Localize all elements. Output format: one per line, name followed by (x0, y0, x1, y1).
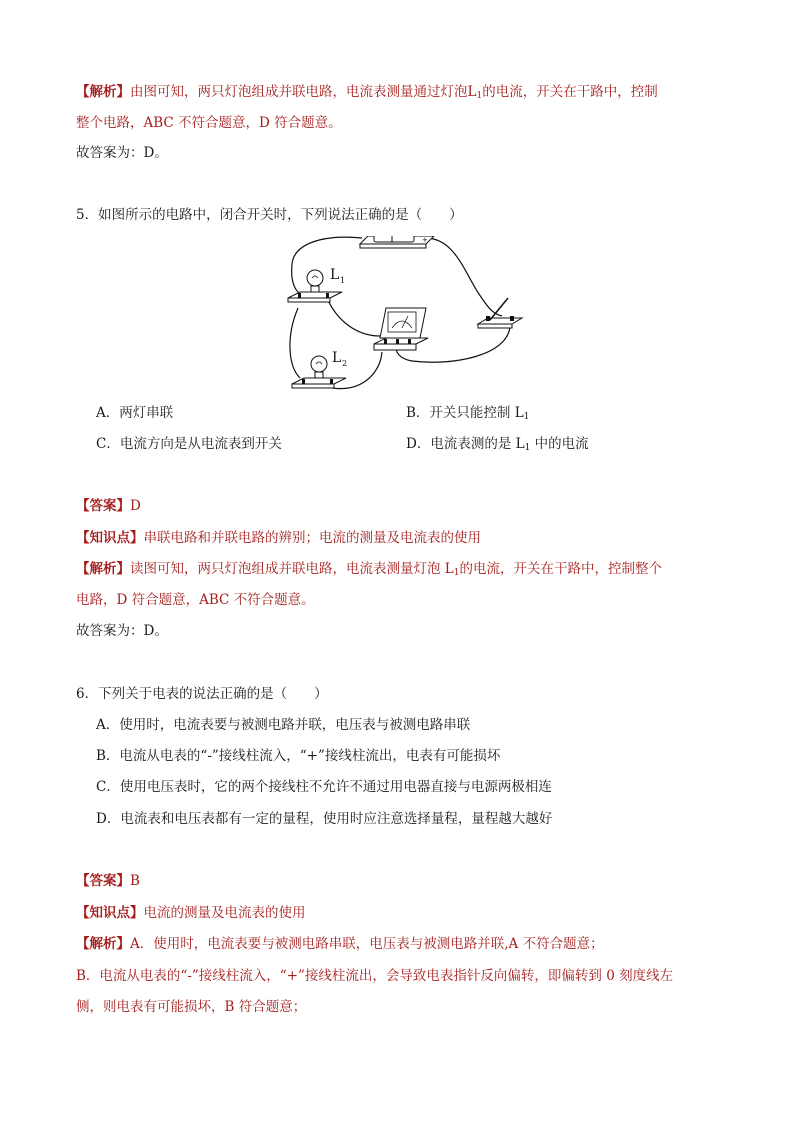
ammeter (374, 308, 428, 350)
svg-text:2: 2 (342, 359, 348, 368)
q6-explanation-line-1: 【解析】A．使用时，电流表要与被测电路串联，电压表与被测电路并联,A 不符合题意； (76, 936, 604, 952)
q5-explanation-line-2: 电路，D 符合题意，ABC 不符合题意。 (76, 592, 315, 608)
lamp-L2 (292, 350, 347, 388)
wire-L1-to-L2 (290, 308, 300, 378)
circuit-figure (282, 236, 532, 400)
prev-answer-line: 故答案为：D。 (76, 145, 168, 161)
wire-L1-to-ammeter (327, 298, 388, 344)
q6-option-a: A．使用时，电流表要与被测电路并联，电压表与被测电路串联 (96, 717, 471, 733)
svg-text:+: + (422, 236, 428, 244)
svg-text:1: 1 (340, 276, 346, 285)
lamp-L1 (288, 267, 345, 302)
q6-stem: 6．下列关于电表的说法正确的是（ ） (76, 686, 328, 702)
wire-battery-to-L1 (292, 237, 362, 298)
bulb-L1-icon (307, 270, 323, 286)
prev-explanation-line-1: 【解析】由图可知，两只灯泡组成并联电路，电流表测量通过灯泡$L_1$的电流，开关在干路中，控制 (76, 84, 658, 101)
battery (360, 236, 434, 248)
q6-option-b: B．电流从电表的“-”接线柱流入，“+”接线柱流出，电表有可能损坏 (96, 748, 501, 764)
q6-answer: 【答案】B (76, 873, 140, 889)
q6-explanation-line-3: 侧，则电表有可能损坏，B 符合题意； (76, 999, 307, 1015)
q5-option-a: A．两灯串联 (96, 405, 174, 421)
q5-knowledge-point: 【知识点】串联电路和并联电路的辨别；电流的测量及电流表的使用 (76, 530, 481, 546)
q5-option-b: B．开关只能控制 $L_1$ (406, 405, 530, 422)
svg-text:L: L (332, 350, 342, 366)
q5-option-d: D．电流表测的是 $L_1$ 中的电流 (406, 436, 589, 453)
q6-explanation-line-2: B．电流从电表的“-”接线柱流入，“+”接线柱流出，会导致电表指针反向偏转，即偏转到 0 刻度线左 (76, 968, 674, 984)
q6-option-d: D．电流表和电压表都有一定的量程，使用时应注意选择量程，量程越大越好 (96, 811, 553, 827)
q6-option-c: C．使用电压表时，它的两个接线柱不允许不通过用电器直接与电源两极相连 (96, 779, 552, 795)
q5-answer: 【答案】D (76, 498, 141, 514)
q5-explanation-line-1: 【解析】读图可知，两只灯泡组成并联电路，电流表测量灯泡 $L_1$的电流，开关在干路中，控制整个 (76, 561, 662, 578)
bulb-L2-icon (311, 356, 327, 372)
q5-stem: 5．如图所示的电路中，闭合开关时，下列说法正确的是（ ） (76, 207, 463, 223)
q5-option-c: C．电流方向是从电流表到开关 (96, 436, 282, 452)
svg-text:L: L (330, 267, 340, 283)
prev-explanation-line-2: 整个电路，ABC 不符合题意，D 符合题意。 (76, 115, 342, 131)
q6-knowledge-point: 【知识点】电流的测量及电流表的使用 (76, 905, 306, 921)
wire-battery-to-switch (422, 238, 502, 316)
q5-final-answer: 故答案为：D。 (76, 623, 168, 639)
